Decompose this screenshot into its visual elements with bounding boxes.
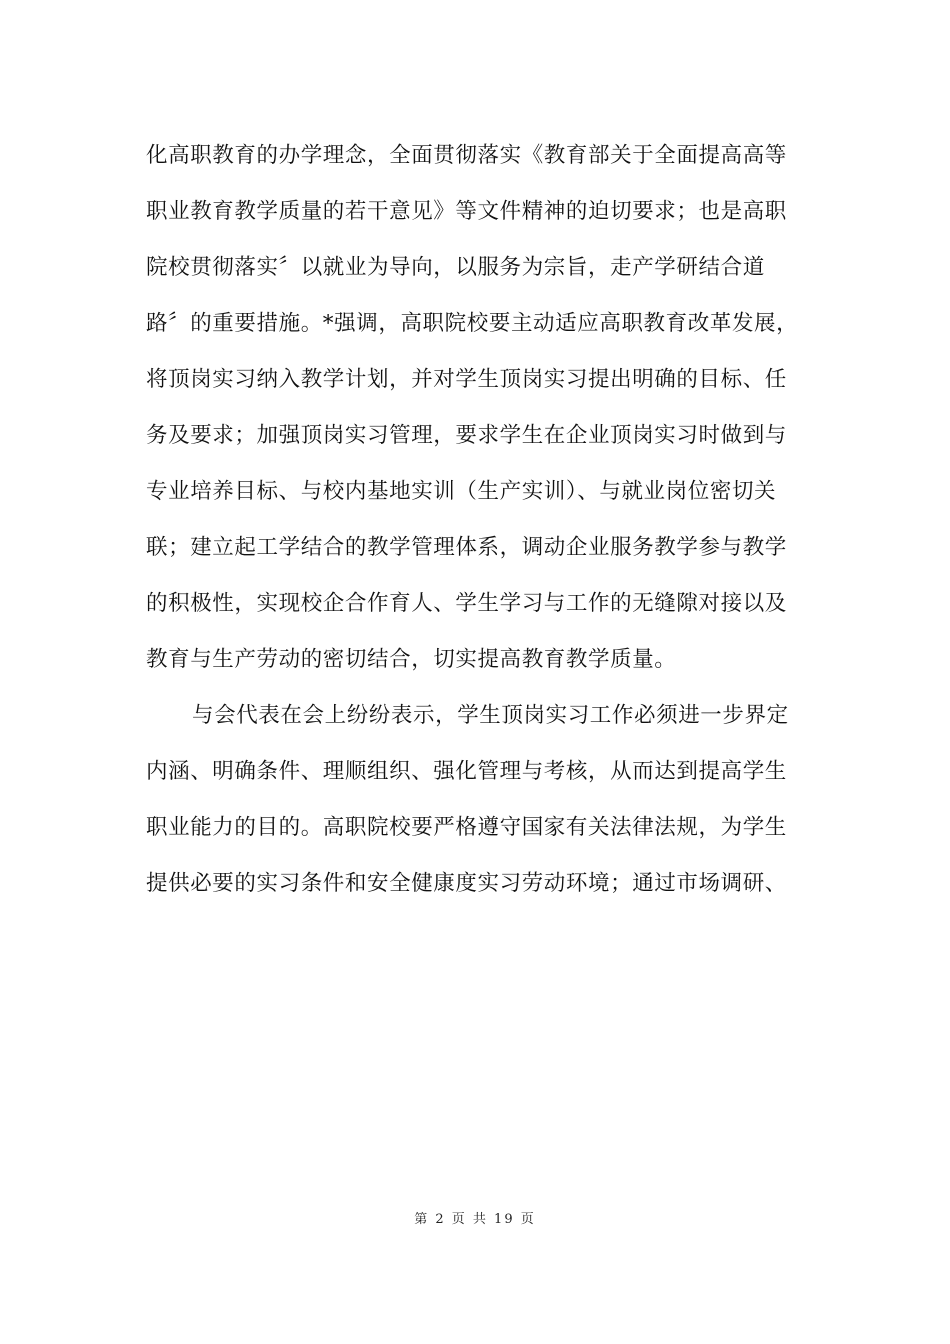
text-line: 将顶岗实习纳入教学计划，并对学生顶岗实习提出明确的目标、任	[146, 367, 787, 392]
page-number-footer: 第 2 页 共 19 页	[414, 1212, 536, 1227]
text-line: 专业培养目标、与校内基地实训（生产实训）、与就业岗位密切关	[146, 479, 777, 504]
text-line: 联；建立起工学结合的教学管理体系，调动企业服务教学参与教学	[146, 535, 787, 560]
paragraph-first-line: 与会代表在会上纷纷表示，学生顶岗实习工作必须进一步界定	[192, 703, 789, 728]
body-text	[146, 134, 806, 918]
text-line: 院校贯彻落实〞以就业为导向，以服务为宗旨，走产学研结合道	[146, 255, 765, 280]
text-line: 化高职教育的办学理念，全面贯彻落实《教育部关于全面提高高等	[146, 143, 787, 168]
text-line: 的积极性，实现校企合作育人、学生学习与工作的无缝隙对接以及	[146, 591, 787, 616]
text-line: 职业能力的目的。高职院校要严格遵守国家有关法律法规，为学生	[146, 815, 787, 840]
text-line: 职业教育教学质量的若干意见》等文件精神的迫切要求；也是高职	[146, 199, 787, 224]
text-line: 路〞的重要措施。*强调，高职院校要主动适应高职教育改革发展，	[146, 311, 799, 336]
text-line: 务及要求；加强顶岗实习管理，要求学生在企业顶岗实习时做到与	[146, 423, 787, 448]
text-line: 内涵、明确条件、理顺组织、强化管理与考核，从而达到提高学生	[146, 759, 787, 784]
text-line: 教育与生产劳动的密切结合，切实提高教育教学质量。	[146, 647, 677, 672]
text-line: 提供必要的实习条件和安全健康度实习劳动环境；通过市场调研、	[146, 871, 787, 896]
